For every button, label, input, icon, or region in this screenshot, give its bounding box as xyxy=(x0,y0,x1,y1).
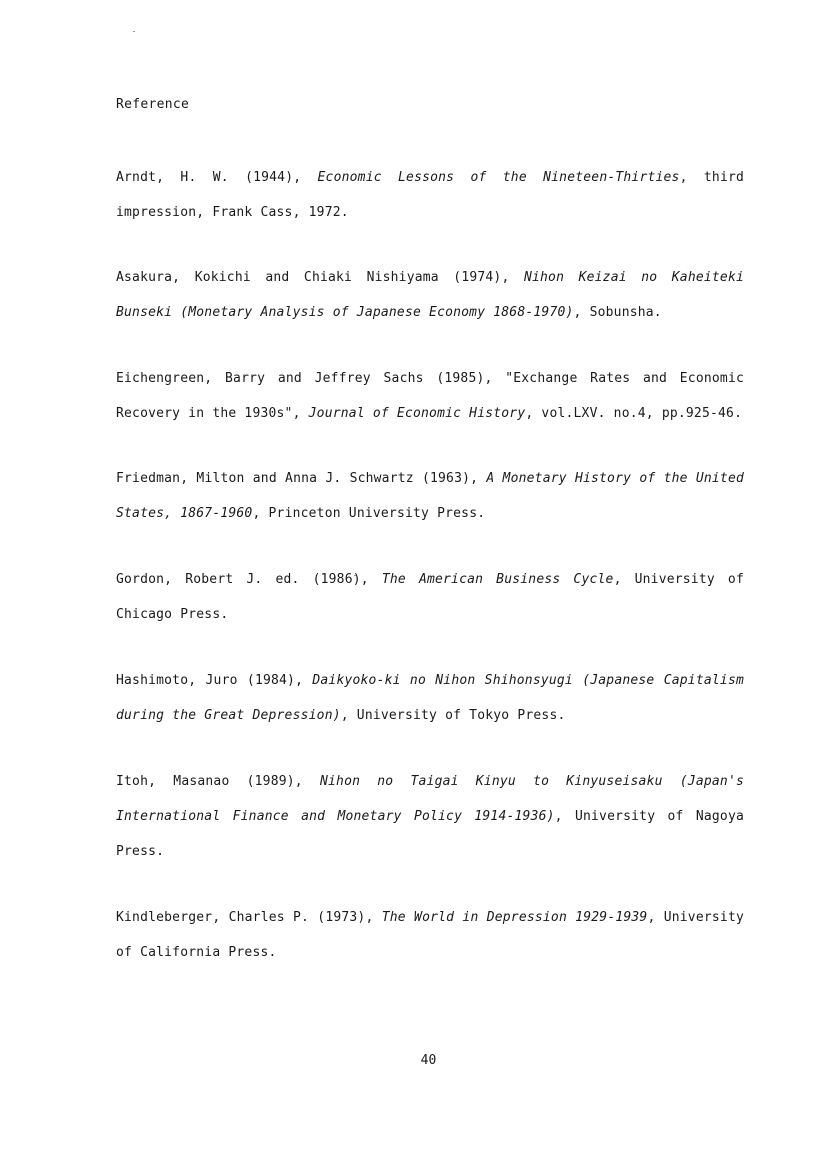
reference-entry xyxy=(116,461,744,531)
reference-entry xyxy=(116,562,744,632)
reference-title: Daikyoko-ki no Nihon Shihonsyugi (Japanese Capitalism during the Great Depression) xyxy=(116,673,744,723)
reference-publisher: , Sobunsha. xyxy=(573,305,662,320)
reference-publisher: , University of Tokyo Press. xyxy=(340,708,566,723)
reference-publisher: , vol.LXV. no.4, pp.925-46. xyxy=(525,406,743,421)
reference-entry xyxy=(116,160,744,230)
reference-entry xyxy=(116,900,744,970)
reference-entry xyxy=(116,764,744,869)
reference-author-year: Gordon, Robert J. ed. (1986), xyxy=(116,572,382,587)
reference-author-year: Eichengreen, Barry and Jeffrey Sachs (1985), "Exchange Rates and Economic Recovery in the 1930s", xyxy=(116,371,744,421)
references-heading: Reference xyxy=(116,97,190,112)
reference-publisher: , University of California Press. xyxy=(116,910,744,960)
reference-publisher: , University of Chicago Press. xyxy=(116,572,744,622)
reference-author-year: Friedman, Milton and Anna J. Schwartz (1963), xyxy=(116,471,487,486)
reference-title: Nihon Keizai no Kaheiteki Bunseki (Monetary Analysis of Japanese Economy 1868-1970) xyxy=(116,270,744,320)
reference-title: Nihon no Taigai Kinyu to Kinyuseisaku (Japan's International Finance and Monetary Policy 1914-1936) xyxy=(116,774,744,824)
reference-author-year: Kindleberger, Charles P. (1973), xyxy=(116,910,382,925)
reference-entry xyxy=(116,663,744,733)
reference-title: The American Business Cycle xyxy=(381,572,614,587)
reference-author-year: Arndt, H. W. (1944), xyxy=(116,170,318,185)
reference-author-year: Asakura, Kokichi and Chiaki Nishiyama (1974), xyxy=(116,270,524,285)
reference-author-year: Itoh, Masanao (1989), xyxy=(116,774,320,789)
reference-list xyxy=(116,160,744,1001)
reference-publisher: , Princeton University Press. xyxy=(252,506,486,521)
reference-publisher: , University of Nagoya Press. xyxy=(116,809,744,859)
reference-title: The World in Depression 1929-1939 xyxy=(381,910,648,925)
reference-publisher: , third impression, Frank Cass, 1972. xyxy=(116,170,745,220)
scan-speck xyxy=(133,31,135,32)
reference-title: Journal of Economic History xyxy=(308,406,526,421)
reference-author-year: Hashimoto, Juro (1984), xyxy=(116,673,313,688)
reference-entry xyxy=(116,361,744,431)
reference-title: A Monetary History of the United States, 1867-1960 xyxy=(116,471,744,521)
page-number: 40 xyxy=(420,1053,437,1068)
reference-entry xyxy=(116,260,744,330)
reference-title: Economic Lessons of the Nineteen-Thirties xyxy=(317,170,680,185)
